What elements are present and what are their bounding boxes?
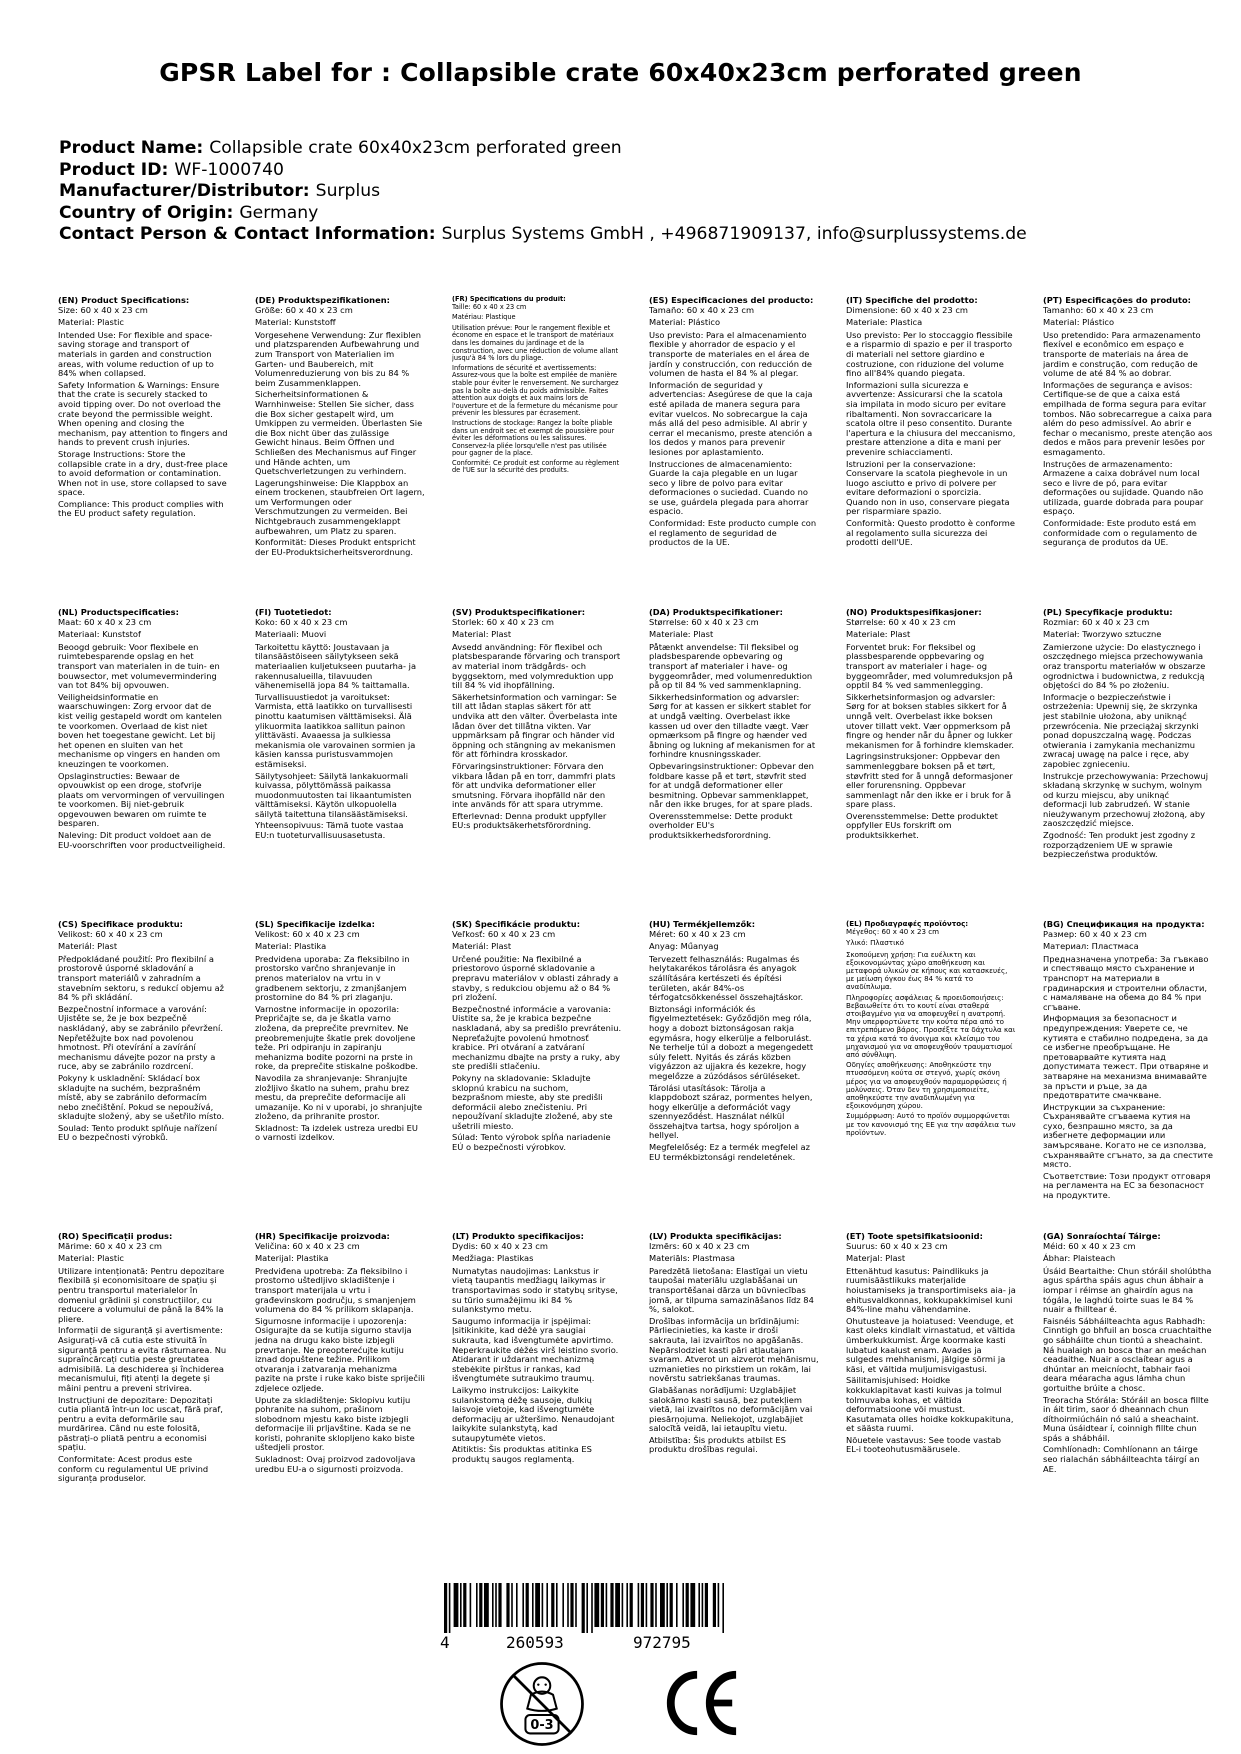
spec-paragraph: Instrucțiuni de depozitare: Depozitați cutia pliantă într-un loc uscat, fără praf, pentru a evita deformările sau murdărirea. Când nu este folosită, păstrați-o pliată pentru a economisi spațiu. — [58, 1394, 223, 1453]
spec-paragraph: Uso previsto: Per lo stoccaggio flessibile e a risparmio di spazio e per il trasporto di materiali nel settore giardino e costruzione, con riduzione del volume fino all'84% quando piegata. — [846, 329, 1013, 379]
spec-material: Material: Kunststoff — [255, 317, 336, 328]
barcode-bar — [655, 1583, 657, 1627]
spec-block — [58, 920, 228, 1232]
spec-paragraph: Инструкции за съхранение: Съхранявайте сгъваема кутия на сухо, безпрашно място, за да избегнете деформации или замърсяване. Когато не се използва, съхранявайте сгънато, за да спестите място. — [1043, 1101, 1213, 1170]
spec-paragraph: Safety Information & Warnings: Ensure that the crate is securely stacked to avoid tipping over. Do not overload the crate beyond the permissible weight. When opening and closing the mechanism, pay attention to fingers and hands to prevent crush injuries. — [58, 379, 228, 448]
spec-paragraph: Glabāšanas norādījumi: Uzglabājiet salokāmo kasti sausā, bez putekļiem vietā, lai izvairītos no deformācijām vai piesārņojuma. Neliekojot, uzglabājiet salocītā veidā, lai ietaupītu vietu. — [649, 1384, 813, 1434]
spec-heading: (LV) Produkta specifikācijas: — [649, 1232, 782, 1241]
spec-size: Maat: 60 x 40 x 23 cm — [58, 616, 152, 627]
spec-size: Velikost: 60 x 40 x 23 cm — [58, 928, 163, 939]
spec-heading: (ES) Especificaciones del producto: — [649, 296, 814, 305]
spec-paragraph: Megfelelőség: Ez a termék megfelel az EU termékbiztonsági rendeletének. — [649, 1142, 810, 1162]
barcode-bar — [492, 1583, 494, 1627]
spec-size: Rozmiar: 60 x 40 x 23 cm — [1043, 616, 1150, 627]
spec-size: Dydis: 60 x 40 x 23 cm — [452, 1240, 548, 1251]
spec-paragraph: Informations de sécurité et avertissements: Assurez-vous que la boîte est empilée de manière stable pour éviter le renversement. Ne surchargez pas la boîte au-delà du poids admissible. Faites attention aux doigts et aux mains lors de l'ouverture et de la fermeture du mécanisme pour prévenir les blessures par écrasement. — [452, 363, 619, 418]
spec-paragraph: Ettenähtud kasutus: Paindlikuks ja ruumisäästlikuks materjalide hoiustamiseks ja transportimiseks aia- ja ehitusvaldkonnas, kokkupakkimisel kuni 84%-line mahu vähendamine. — [846, 1265, 1016, 1315]
spec-size: Méret: 60 x 40 x 23 cm — [649, 928, 746, 939]
barcode-bars — [436, 1583, 736, 1633]
barcode-bar — [630, 1583, 633, 1627]
barcode-bar — [444, 1583, 447, 1633]
spec-paragraph: Zgodność: Ten produkt jest zgodny z rozporządzeniem UE w sprawie bezpieczeństwa produktów. — [1043, 830, 1196, 860]
spec-paragraph: Bezpečnostné informácie a varovania: Uistite sa, že je krabica bezpečne naskladaná, aby sa predišlo prevráteniu. Nepreťažujte povolenú hmotnosť krabice. Pri otváraní a zatváraní mechanizmu dbajte na prsty a ruky, aby ste predišli stlačeniu. — [452, 1003, 622, 1072]
barcode-bar — [470, 1583, 472, 1627]
spec-paragraph: Sikkerhetsinformasjon og advarsler: Sørg for at boksen stables sikkert for å unngå velt. Overbelast ikke boksen utover tillatt vekt. Vær oppmerksom på fingre og hender når du åpner og lukker mekanismen for å forhindre klemskader. — [846, 691, 1015, 750]
barcode-bar — [546, 1583, 548, 1627]
spec-block — [255, 608, 425, 920]
barcode-bar — [626, 1583, 628, 1627]
spec-row — [58, 920, 1213, 1232]
spec-paragraph: Informacje o bezpieczeństwie i ostrzeżenia: Upewnij się, że skrzynka jest stabilnie ułożona, aby uniknąć przewrócenia. Nie przeciążaj skrzynki ponad dopuszczalną wagę. Podczas otwierania i zamykania mechanizmu zwracaj uwagę na palce i ręce, aby zapobiec zgnieceniu. — [1043, 691, 1199, 769]
spec-material: Υλικό: Πλαστικό — [846, 938, 904, 948]
spec-heading: (NL) Productspecificaties: — [58, 608, 179, 617]
spec-paragraph: Πληροφορίες ασφάλειας & προειδοποιήσεις: Βεβαιωθείτε ότι το κουτί είναι σταθερά στοιβαγμένο για να αποφευχθεί η ανατροπή. Μην υπερφορτώνετε την κούτα πέρα από το επιτρεπόμενο βάρος. Προσέξτε τα δάχτυλα και τα χέρια κατά το άνοιγμα και κλείσιμο του μηχανισμού για να αποφευχθούν τραυματισμοί από σύνθλιψη. — [846, 992, 1016, 1060]
spec-paragraph: Sigurnosne informacije i upozorenja: Osigurajte da se kutija sigurno stavlja jedna na drugu kako biste izbjegli prevrtanje. Ne preopterećujte kutiju iznad dopuštene težine. Prilikom otvaranja i zatvaranja mehanizma pazite na prste i ruke kako biste spriječili zdjelece ozljede. — [255, 1315, 425, 1393]
barcode-bar — [556, 1583, 558, 1627]
spec-size: Storlek: 60 x 40 x 23 cm — [452, 616, 554, 627]
page-title: GPSR Label for : Collapsible crate 60x40x23cm perforated green — [159, 58, 1082, 87]
spec-block — [846, 920, 1016, 1232]
spec-heading: (GA) Sonraíochtaí Táirge: — [1043, 1232, 1161, 1241]
spec-paragraph: Úsáid Beartaithe: Chun stóráil sholúbtha agus spártha spáis agus chun ábhair a iompar i réimse an ghairdín agus na tógála, le laghdú toirte suas le 84 % nuair a fhilltear é. — [1043, 1265, 1212, 1315]
spec-size: Méid: 60 x 40 x 23 cm — [1043, 1240, 1136, 1251]
spec-paragraph: Conformità: Questo prodotto è conforme al regolamento sulla sicurezza dei prodotti dell'UE. — [846, 518, 1015, 548]
barcode-bar — [601, 1583, 604, 1627]
spec-paragraph: Οδηγίες αποθήκευσης: Αποθηκεύστε την πτυσσόμενη κούτα σε στεγνό, χωρίς σκόνη μέρος για να αποφευχθούν παραμορφώσεις ή μολύνσεις. Όταν δεν τη χρησιμοποιείτε, αποθηκεύστε την αναδιπλωμένη για εξοικονόμηση χώρου. — [846, 1060, 1007, 1111]
spec-paragraph: Upute za skladištenje: Sklopivu kutiju pohranite na suhom, prašinom slobodnom mjestu kako biste izbjegli deformacije ili prljavštine. Kada se ne koristi, pohranite sklopljeno kako biste uštedjeli prostor. — [255, 1394, 415, 1453]
spec-material: Materiał: Tworzywo sztuczne — [1043, 629, 1162, 640]
barcode-bar — [676, 1583, 678, 1627]
spec-heading: (SK) Špecifikácie produktu: — [452, 920, 581, 929]
barcode-bar — [463, 1583, 466, 1627]
spec-paragraph: Tervezett felhasználás: Rugalmas és helytakarékos tárolásra és anyagok szállítására kertészeti és építési területen, akár 84%-os térfogatcsökkenéssel összehajtáskor. — [649, 953, 804, 1003]
barcode-bar — [484, 1583, 489, 1627]
spec-heading: (PT) Especificações do produto: — [1043, 296, 1191, 305]
barcode-bar — [682, 1583, 684, 1627]
spec-paragraph: Storage Instructions: Store the collapsible crate in a dry, dust-free place to avoid deformation or contamination. When not in use, store collapsed to save space. — [58, 448, 228, 498]
barcode-bar — [542, 1583, 544, 1627]
spec-size: Veličina: 60 x 40 x 23 cm — [255, 1240, 360, 1251]
barcode-bar — [495, 1583, 497, 1627]
spec-paragraph: Bezpečnostní informace a varování: Ujistěte se, že je box bezpečně naskládaný, aby se zabránilo převržení. Nepřetěžujte box nad povolenou hmotnost. Při otevírání a zavírání mechanismu dávejte pozor na prsty a ruce, aby se zabránilo rozdrcení. — [58, 1003, 223, 1072]
spec-row — [58, 1232, 1212, 1544]
barcode-bar — [582, 1583, 585, 1633]
spec-block — [58, 608, 228, 920]
spec-paragraph: Pokyny na skladovanie: Skladujte sklopnú krabicu na suchom, bezprašnom mieste, aby ste predišli deformácii alebo znečisteniu. Pri nepoužívaní skladujte zložené, aby ste ušetrili miesto. — [452, 1072, 613, 1131]
spec-heading: (NO) Produktspesifikasjoner: — [846, 608, 982, 617]
spec-paragraph: Efterlevnad: Denna produkt uppfyller EU:s produktsäkerhetsförordning. — [452, 810, 607, 831]
spec-block — [255, 1232, 425, 1544]
spec-heading: (LT) Produkto specifikacijos: — [452, 1232, 584, 1241]
spec-paragraph: Soulad: Tento produkt splňuje nařízení EU o bezpečnosti výrobků. — [58, 1122, 218, 1143]
spec-paragraph: Intended Use: For flexible and space-saving storage and transport of materials in garden and construction areas, with volume reduction of up to 84% when collapsed. — [58, 329, 214, 379]
spec-row — [58, 296, 1213, 608]
spec-heading: (BG) Спецификация на продукта: — [1043, 920, 1205, 929]
spec-heading: (SL) Specifikacije izdelka: — [255, 920, 375, 929]
barcode-bar — [698, 1583, 700, 1627]
spec-material: Materiale: Plast — [846, 629, 911, 640]
barcode-bar — [646, 1583, 648, 1627]
spec-paragraph: Veiligheidsinformatie en waarschuwingen: Zorg ervoor dat de kist veilig gestapeld wordt om kantelen te voorkomen. Overlaad de kist niet boven het toegestane gewicht. Let bij het openen en sluiten van het mechanisme op vingers en handen om kneuzingen te voorkomen. — [58, 691, 222, 769]
spec-size: Koko: 60 x 40 x 23 cm — [255, 616, 348, 627]
contact: Surplus Systems GmbH , +496871909137, info@surplussystems.de — [441, 224, 1027, 244]
spec-material: Materiale: Plastica — [846, 317, 923, 328]
manufacturer-label: Manufacturer/Distributor: — [59, 181, 310, 201]
origin: Germany — [239, 202, 319, 223]
spec-material: Matériau: Plastique — [452, 313, 516, 322]
spec-paragraph: Utilizare intenționată: Pentru depozitare flexibilă și economisitoare de spațiu și pentru transportul materialelor în domeniul grădinii și construcțiilor, cu reducere a volumului de până la 84% la pliere. — [58, 1265, 225, 1324]
age-0-3-warning-icon — [496, 1658, 588, 1750]
spec-size: Veľkosť: 60 x 40 x 23 cm — [452, 928, 556, 939]
barcode-bar — [690, 1583, 695, 1627]
barcode-bar — [722, 1583, 724, 1633]
spec-block — [846, 296, 1016, 608]
spec-paragraph: Faisnéis Sábháilteachta agus Rabhadh: Cinntigh go bhfuil an bosca cruachtaithe go sábháilte chun tiontú a sheachaint. Ná hualaigh an bosca thar an meáchan ceadaithe. Nuair a osclaítear agus a dhúntar an meicníocht, tabhair faoi deara méaracha agus lámha chun gortuithe brúite a chosc. — [1043, 1315, 1212, 1393]
barcode-bar — [686, 1583, 689, 1627]
spec-paragraph: Comhlíonadh: Comhlíonann an táirge seo rialachán sábháilteachta táirgí an AE. — [1043, 1444, 1200, 1474]
spec-paragraph: Zamierzone użycie: Do elastycznego i oszczędnego miejsca przechowywania oraz transportu materiałów w obszarze ogrodnictwa i budownictwa, z redukcją objętości do 84 % po złożeniu. — [1043, 641, 1206, 691]
spec-material: Material: Plástico — [1043, 317, 1115, 328]
spec-block — [58, 296, 228, 608]
barcode-digits-right: 972795 — [633, 1633, 691, 1652]
spec-paragraph: Sicherheitsinformationen & Warnhinweise: Stellen Sie sicher, dass die Box sicher gestapelt wird, um Umkippen zu vermeiden. Überlasten Sie die Box nicht über das zulässige Gewicht hinaus. Beim Öffnen und Schließen des Mechanismus auf Finger und Hände achten, um Quetschverletzungen zu verhindern. — [255, 389, 423, 477]
spec-paragraph: Informații de siguranță și avertismente: Asigurați-vă că cutia este stivuită în siguranță pentru a evita răsturnarea. Nu supraîncărcați cutia peste greutatea admisibilă. La deschiderea și închiderea mecanismului, fiți atenți la degete și mâini pentru a preveni strivirea. — [58, 1325, 227, 1393]
spec-paragraph: Предназначена употреба: За гъвкаво и спестяващо място съхранение и транспорт на материали в градинарския и строителни области, с намаляване на обема до 84 % при сгъване. — [1043, 953, 1209, 1012]
barcode-bar — [670, 1583, 673, 1627]
spec-material: Materiál: Plast — [58, 941, 118, 952]
spec-material: Material: Plastika — [255, 941, 327, 952]
spec-heading: (CS) Specifikace produktu: — [58, 920, 183, 929]
spec-material: Ábhar: Plaisteach — [1043, 1253, 1116, 1264]
spec-size: Размер: 60 x 40 x 23 cm — [1043, 928, 1147, 939]
spec-paragraph: Συμμόρφωση: Αυτό το προϊόν συμμορφώνεται με τον κανονισμό της ΕΕ για την ασφάλεια των προϊόντων. — [846, 1111, 1016, 1137]
spec-paragraph: Conformitate: Acest produs este conform cu regulamentul UE privind siguranța produselor. — [58, 1454, 209, 1484]
barcode-bar — [606, 1583, 608, 1627]
spec-material: Materiāls: Plastmasa — [649, 1253, 736, 1264]
spec-paragraph: Utilisation prévue: Pour le rangement flexible et économe en espace et le transport de matériaux dans les domaines du jardinage et de la construction, avec une réduction de volume allant jusqu'à 84 % lors du pliage. — [452, 323, 619, 363]
spec-paragraph: Instructions de stockage: Rangez la boîte pliable dans un endroit sec et exempt de poussière pour éviter les déformations ou les salissures. Conservez-la pliée lorsqu'elle n'est pas utilisée pour gagner de la place. — [452, 418, 615, 458]
origin-row — [59, 203, 1027, 225]
spec-block — [1043, 296, 1213, 608]
spec-paragraph: Informações de segurança e avisos: Certifique-se de que a caixa está empilhada de forma segura para evitar tombos. Não sobrecarregue a caixa para além do peso admissível. Ao abrir e fechar o mecanismo, preste atenção aos dedos e mãos para prevenir lesões por esmagamento. — [1043, 379, 1213, 457]
spec-paragraph: Navodila za shranjevanje: Shranjujte zložljivo škatlo na suhem, prahu brez mestu, da preprečite deformacije ali umazanije. Ko ni v uporabi, jo shranjujte zloženo, da prihranite prostor. — [255, 1072, 423, 1122]
product-id-label: Product ID: — [59, 159, 169, 180]
spec-material: Materiál: Plast — [452, 941, 512, 952]
barcode-bar — [506, 1583, 509, 1627]
spec-paragraph: Informazioni sulla sicurezza e avvertenze: Assicurarsi che la scatola sia impilata in modo sicuro per evitare ribaltamenti. Non sovraccaricare la scatola oltre il peso consentito. Durante l'apertura e la chiusura del meccanismo, prestare attenzione a dita e mani per prevenire schiacciamenti. — [846, 379, 1016, 457]
product-name-row — [59, 138, 1027, 160]
manufacturer-row — [59, 181, 1027, 203]
spec-paragraph: Atbilstība: Šis produkts atbilst ES produktu drošības regulai. — [649, 1434, 786, 1455]
barcode-bar — [551, 1583, 554, 1627]
spec-paragraph: Předpokládané použití: Pro flexibilní a prostorově úsporné skladování a transport materiálů v zahradním a stavebním sektoru, s redukcí objemu až 84 % při skládání. — [58, 953, 225, 1003]
barcode-bar — [479, 1583, 482, 1627]
spec-size: Dimensione: 60 x 40 x 23 cm — [846, 304, 968, 315]
spec-paragraph: Sikkerhedsinformation og advarsler: Sørg for at kassen er sikkert stablet for at undgå vælting. Overbelast ikke kassen ud over den tilladte vægt. Vær opmærksom på fingre og hænder ved åbning og lukning af mekanismen for at forhindre knusningsskader. — [649, 691, 816, 760]
barcode-bar — [476, 1583, 478, 1627]
spec-paragraph: Vorgesehene Verwendung: Zur flexiblen und platzsparenden Aufbewahrung und zum Transport von Materialien im Garten- und Baubereich, mit Volumenreduzierung von bis zu 84 % beim Zusammenklappen. — [255, 329, 422, 388]
spec-paragraph: Ohutusteave ja hoiatused: Veenduge, et kast oleks kindlalt virnastatud, et vältida ümberkukkumist. Ärge koormake kasti lubatud kaalust enam. Avades ja sulgedes mehhanismi, jälgige sõrmi ja käsi, et vältida muljumisvigastusi. — [846, 1315, 1016, 1374]
spec-paragraph: Compliance: This product complies with the EU product safety regulation. — [58, 498, 224, 519]
spec-paragraph: Säilitamisjuhised: Hoidke kokkuklapitavat kasti kuivas ja tolmul tolmuvaba kohas, et vältida deformatsioone või mustust. Kasutamata olles hoidke kokkupakituna, et säästa ruumi. — [846, 1375, 1014, 1434]
spec-paragraph: Varnostne informacije in opozorila: Prepričajte se, da je škatla varno zložena, da preprečite prevrnitev. Ne preobremenjujte škatle prek dovoljene teže. Pri odpiranju in zapiranju mehanizma bodite pozorni na prste in roke, da preprečite stiskalne poškodbe. — [255, 1003, 419, 1072]
spec-paragraph: Förvaringsinstruktioner: Förvara den vikbara lådan på en torr, dammfri plats för att undvika deformationer eller smutsning. Förvara ihopfälld när den inte används för att spara utrymme. — [452, 760, 616, 810]
spec-paragraph: Naleving: Dit product voldoet aan de EU-voorschriften voor productveiligheid. — [58, 830, 226, 850]
barcode-bar — [615, 1583, 620, 1627]
spec-material: Материал: Пластмаса — [1043, 941, 1139, 952]
spec-paragraph: Laikymo instrukcijos: Laikykite sulankstomą dėžę sausoje, dulkių laisvoje vietoje, kad išvengtumėte deformacijų ar užteršimo. Nenaudojant laikykite sulankstytą, kad sutaupytumėte vietos. — [452, 1384, 615, 1443]
spec-size: Size: 60 x 40 x 23 cm — [58, 304, 148, 315]
spec-paragraph: Sukladnost: Ovaj proizvod zadovoljava uredbu EU-a o sigurnosti proizvoda. — [255, 1454, 416, 1474]
spec-heading: (FR) Spécifications du produit: — [452, 296, 566, 303]
barcode-bar — [622, 1583, 624, 1627]
spec-paragraph: Información de seguridad y advertencias: Asegúrese de que la caja esté apilada de manera segura para evitar vuelcos. No sobrecargue la caja más allá del peso admisible. Al abrir y cerrar el mecanismo, preste atención a los dedos y manos para prevenir lesiones por aplastamiento. — [649, 379, 813, 457]
product-name-label: Product Name: — [59, 138, 204, 158]
barcode-bar — [511, 1583, 513, 1627]
product-info — [59, 138, 1027, 246]
spec-heading: (DA) Produktspecifikationer: — [649, 608, 783, 617]
spec-paragraph: Istruzioni per la conservazione: Conservare la scatola pieghevole in un luogo asciutto e privo di polvere per evitare deformazioni o sporcizia. Quando non in uso, conservare piegata per risparmiare spazio. — [846, 458, 1010, 517]
barcode-bar — [570, 1583, 573, 1627]
spec-paragraph: Treoracha Stórála: Stóráil an bosca fillte in áit tirim, saor ó dheannach chun díthoirmiúcháin nó salú a sheachaint. Muna úsáidtear í, coinnigh fillte chun spás a shábháil. — [1043, 1394, 1209, 1443]
barcode-bar — [454, 1583, 459, 1627]
spec-block — [452, 920, 622, 1232]
spec-paragraph: Conformité: Ce produit est conforme au règlement de l'UE sur la sécurité des produits. — [452, 458, 620, 475]
barcode-bar — [666, 1583, 668, 1627]
spec-size: Taille: 60 x 40 x 23 cm — [452, 302, 527, 311]
spec-paragraph: Biztonsági információk és figyelmeztetések: Győződjön meg róla, hogy a dobozt biztonságosan rakja egymásra, hogy elkerülje a felborulást. Ne terhelje túl a dobozt a megengedett súly felett. Nyitás és zárás közben vigyázzon az ujjakra és kezekre, hogy megelőzze a zúzódásos sérüléseket. — [649, 1003, 814, 1081]
barcode-bar — [575, 1583, 577, 1627]
barcode-bar — [498, 1583, 501, 1627]
barcode-bar — [460, 1583, 462, 1627]
spec-size: Størrelse: 60 x 40 x 23 cm — [649, 616, 759, 627]
barcode-bar — [567, 1583, 569, 1627]
spec-paragraph: Conformidad: Este producto cumple con el reglamento de seguridad de productos de la UE. — [649, 518, 817, 548]
spec-material: Medžiaga: Plastikas — [452, 1253, 534, 1264]
spec-paragraph: Lagringsinstruksjoner: Oppbevar den sammenleggbare boksen på et tørt, støvfritt sted for å unngå deformasjoner eller forurensning. Oppbevar sammenlagt når den ikke er i bruk for å spare plass. — [846, 751, 1013, 810]
spec-block — [452, 296, 622, 608]
spec-material: Materiaali: Muovi — [255, 629, 327, 640]
spec-paragraph: Opbevaringsinstruktioner: Opbevar den foldbare kasse på et tørt, støvfrit sted for at undgå deformationer eller besmitning. Opbevar sammenklappet, når den ikke bruges, for at spare plads. — [649, 760, 814, 810]
spec-size: Izmērs: 60 x 40 x 23 cm — [649, 1240, 750, 1251]
ce-mark-icon — [662, 1660, 740, 1746]
spec-paragraph: Pokyny k uskladnění: Skládací box skladujte na suchém, bezprašném místě, aby se zabránilo deformacím nebo znečištění. Pokud se nepoužívá, skladujte složený, aby se ušetřilo místo. — [58, 1072, 225, 1122]
spec-paragraph: Určené použitie: Na flexibilné a priestorovo úsporné skladovanie a prepravu materiálov v oblasti záhrady a stavby, s redukciou objemu až o 84 % pri zložení. — [452, 953, 619, 1003]
spec-size: Størrelse: 60 x 40 x 23 cm — [846, 616, 956, 627]
barcode-bar — [526, 1583, 529, 1627]
spec-heading: (DE) Produktspezifikationen: — [255, 296, 390, 305]
spec-paragraph: Numatytas naudojimas: Lankstus ir vietą taupantis medžiagų laikymas ir transportavimas sodo ir statybų srityse, su tūrio sumažėjimu iki 84 % sulankstymo metu. — [452, 1265, 618, 1315]
barcode-digits-left: 260593 — [506, 1633, 564, 1652]
spec-block — [846, 1232, 1016, 1544]
spec-paragraph: Beoogd gebruik: Voor flexibele en ruimtebesparende opslag en het transport van materialen in de tuin- en bouwsector, met volumevermindering van tot 84% bij opvouwen. — [58, 641, 220, 691]
spec-block — [649, 920, 819, 1232]
spec-size: Suurus: 60 x 40 x 23 cm — [846, 1240, 948, 1251]
barcode-bar — [718, 1583, 720, 1627]
spec-size: Tamanho: 60 x 40 x 23 cm — [1043, 304, 1154, 315]
spec-material: Material: Plastic — [58, 1253, 124, 1264]
spec-heading: (EN) Product Specifications: — [58, 296, 190, 305]
spec-heading: (EL) Προδιαγραφές προϊόντος: — [846, 920, 969, 928]
spec-paragraph: Overensstemmelse: Dette produkt overholder EU's produktsikkerhedsforordning. — [649, 810, 793, 841]
spec-paragraph: Forventet bruk: For fleksibel og plassbesparende oppbevaring og transport av materialer i hage- og byggeområder, med volumreduksjon på opptil 84 % ved sammenlegging. — [846, 641, 1013, 691]
spec-material: Materiaal: Kunststof — [58, 629, 141, 640]
spec-block — [58, 1232, 228, 1544]
contact-label: Contact Person & Contact Information: — [59, 224, 436, 244]
spec-paragraph: Avsedd användning: För flexibel och platsbesparande förvaring och transport av material inom trädgårds- och byggsektorn, med volymreduktion upp till 84 % vid ihopfällning. — [452, 641, 621, 691]
svg-text:0-3: 0-3 — [530, 1717, 554, 1733]
specifications-grid — [58, 296, 1213, 1544]
barcode-bar — [586, 1583, 588, 1633]
spec-heading: (HU) Termékjellemzők: — [649, 920, 756, 929]
barcode-bar — [591, 1583, 593, 1633]
barcode-bar — [522, 1583, 524, 1627]
spec-material: Materjal: Plast — [846, 1253, 906, 1264]
spec-block — [255, 920, 425, 1232]
barcode-bar — [650, 1583, 653, 1627]
spec-block — [649, 608, 819, 920]
spec-paragraph: Съответствие: Този продукт отговаря на регламента на ЕС за безопасност на продуктите. — [1043, 1170, 1211, 1201]
barcode-bar — [705, 1583, 708, 1627]
spec-material: Material: Plastic — [58, 317, 124, 328]
spec-paragraph: Uso previsto: Para el almacenamiento flexible y ahorrador de espacio y el transporte de materiales en el área de jardín y construcción, con reducción de volumen de hasta el 84 % al plegar. — [649, 329, 813, 379]
origin-label: Country of Origin: — [59, 202, 234, 223]
spec-paragraph: Информация за безопасност и предупреждения: Уверете се, че кутията е стабилно подредена, за да се избегне преобръщане. Не претоварвайте кутията над допустимата тежест. При отваряне и затваряне на механизма внимавайте за пръсти и ръце, за да предотвратите смачкване. — [1043, 1013, 1209, 1101]
spec-heading: (IT) Specifiche del prodotto: — [846, 296, 978, 305]
barcode-digit-prefix: 4 — [440, 1633, 450, 1652]
barcode-bar — [535, 1583, 540, 1627]
spec-paragraph: Påtænkt anvendelse: Til fleksibel og pladsbesparende opbevaring og transport af materialer i have- og byggeområder, med volumenreduktion på op til 84 % ved sammenklapning. — [649, 641, 813, 691]
barcode-bar — [594, 1583, 599, 1627]
spec-paragraph: Saugumo informacija ir įspėjimai: Įsitikinkite, kad dėžė yra saugiai sukrauta, kad išvengtumėte apvirtimo. Neperkraukite dėžės virš leistino svorio. Atidarant ir uždarant mechanizmą stebėkite pirštus ir rankas, kad išvengtumėte sutraukimo traumų. — [452, 1315, 619, 1384]
spec-paragraph: Nõuetele vastavus: See toode vastab EL-i tooteohutusmäärusele. — [846, 1434, 1002, 1455]
spec-block — [1043, 608, 1213, 920]
spec-paragraph: Lagerungshinweise: Die Klappbox an einem trockenen, staubfreien Ort lagern, um Verformungen oder Verschmutzungen zu vermeiden. Bei Nichtgebrauch zusammengeklappt aufbewahren, um Platz zu sparen. — [255, 477, 425, 536]
spec-row — [58, 608, 1209, 920]
spec-heading: (FI) Tuotetiedot: — [255, 608, 332, 617]
spec-size: Tamaño: 60 x 40 x 23 cm — [649, 304, 755, 315]
spec-paragraph: Instruções de armazenamento: Armazene a caixa dobrável num local seco e livre de pó, para evitar deformações ou sujidade. Quando não utilizada, guarde dobrada para poupar espaço. — [1043, 458, 1204, 517]
spec-paragraph: Drošības informācija un brīdinājumi: Pārliecinieties, ka kaste ir droši sakrauta, lai izvairītos no apgāšanās. Nepārslodziet kasti pāri atļautajam svaram. Atverot un aizverot mehānismu, uzmanieties no pirkstiem un rokām, lai novērstu satriekšanas traumas. — [649, 1315, 819, 1384]
product-id-row — [59, 160, 1027, 182]
spec-material: Materiale: Plast — [649, 629, 714, 640]
spec-paragraph: Conformidade: Este produto está em conformidade com o regulamento de segurança de produtos da UE. — [1043, 518, 1198, 548]
spec-paragraph: Yhteensopivuus: Tämä tuote vastaa EU:n tuoteturvallisuusasetusta. — [255, 820, 404, 841]
barcode-bar — [638, 1583, 640, 1627]
barcode-bar — [516, 1583, 518, 1627]
spec-block — [452, 1232, 622, 1544]
barcode-bar — [610, 1583, 613, 1627]
spec-material: Materijal: Plastika — [255, 1253, 329, 1264]
spec-block — [1043, 1232, 1213, 1544]
spec-block — [649, 296, 819, 608]
barcode-bar — [713, 1583, 716, 1627]
spec-heading: (HR) Specifikacije proizvoda: — [255, 1232, 390, 1241]
spec-material: Anyag: Műanyag — [649, 941, 719, 952]
spec-block — [846, 608, 1016, 920]
spec-paragraph: Opslaginstructies: Bewaar de opvouwkist op een droge, stofvrije plaats om vervormingen of vervuilingen te voorkomen. Bij niet-gebruik opgevouwen bewaren om ruimte te besparen. — [58, 770, 225, 829]
spec-heading: (ET) Toote spetsifikatsioonid: — [846, 1232, 983, 1241]
product-name: Collapsible crate 60x40x23cm perforated green — [209, 138, 622, 158]
spec-size: Größe: 60 x 40 x 23 cm — [255, 304, 353, 315]
spec-paragraph: Predviđena upotreba: Za fleksibilno i prostorno uštedljivo skladištenje i transport materijala u vrtu i građevinskom području, s smanjenjem volumena do 84 % prilikom sklapanja. — [255, 1265, 416, 1315]
spec-block — [1043, 920, 1213, 1232]
spec-paragraph: Uso pretendido: Para armazenamento flexível e econômico em espaço e transporte de materiais na área de jardim e construção, com redução de volume de até 84 % ao dobrar. — [1043, 329, 1201, 379]
spec-size: Μέγεθος: 60 x 40 x 23 cm — [846, 927, 940, 937]
spec-material: Material: Plast — [452, 629, 512, 640]
spec-paragraph: Predvidena uporaba: Za fleksibilno in prostorsko varčno shranjevanje in prenos materialov na vrtu in v gradbenem sektorju, z zmanjšanjem prostornine do 84 % pri zlaganju. — [255, 953, 410, 1003]
barcode-bar — [562, 1583, 564, 1627]
barcode-bar — [660, 1583, 665, 1627]
spec-block — [452, 608, 622, 920]
product-id: WF-1000740 — [174, 159, 284, 180]
spec-paragraph: Skladnost: Ta izdelek ustreza uredbi EU o varnosti izdelkov. — [255, 1122, 418, 1143]
spec-heading: (RO) Specificații produs: — [58, 1232, 173, 1241]
spec-size: Velikost: 60 x 40 x 23 cm — [255, 928, 360, 939]
spec-block — [649, 1232, 819, 1544]
spec-paragraph: Konformität: Dieses Produkt entspricht der EU-Produktsicherheitsverordnung. — [255, 537, 416, 557]
spec-paragraph: Overensstemmelse: Dette produktet oppfyller EUs forskrift om produktsikkerhet. — [846, 810, 998, 841]
contact-row — [59, 224, 1027, 246]
spec-paragraph: Instrukcje przechowywania: Przechowuj składaną skrzynkę w suchym, wolnym od kurzu miejscu, aby uniknąć deformacji lub zabrudzeń. W stanie nieużywanym przechowuj złożoną, aby zaoszczędzić miejsce. — [1043, 770, 1209, 829]
spec-block — [255, 296, 425, 608]
spec-paragraph: Säkerhetsinformation och varningar: Se till att lådan staplas säkert för att undvika att den välter. Överbelasta inte lådan över det tillåtna vikten. Var uppmärksam på fingrar och händer vid öppning och stängning av mekanismen för att förhindra krosskador. — [452, 691, 618, 760]
spec-paragraph: Súlad: Tento výrobok spĺňa nariadenie EÚ o bezpečnosti výrobkov. — [452, 1132, 611, 1153]
spec-paragraph: Atitiktis: Šis produktas atitinka ES produktų saugos reglamentą. — [452, 1444, 592, 1465]
spec-paragraph: Säilytysohjeet: Säilytä lankakuormali kuivassa, pölyttömässä paikassa muodonmuutosten tai likaantumisten välttämiseksi. Käytön ulkopuolella säilytä taitettuna tilansäästämiseksi. — [255, 770, 412, 819]
spec-paragraph: Σκοπούμενη χρήση: Για ευέλικτη και εξοικονομώντας χώρο αποθήκευση και μεταφορά υλικών σε κήπους και κατασκευές, με μείωση όγκου έως 84 % κατά το αναδίπλωμα. — [846, 949, 1008, 992]
spec-heading: (PL) Specyfikacje produktu: — [1043, 608, 1173, 617]
spec-heading: (SV) Produktspecifikationer: — [452, 608, 586, 617]
spec-paragraph: Tarkoitettu käyttö: Joustavaan ja tilansäästöiseen säilytykseen sekä materiaalien kuljetukseen puutarha- ja rakennusalueilla, tilavuuden vähenemisellä jopa 84 % taittamalla. — [255, 641, 417, 691]
manufacturer: Surplus — [315, 181, 381, 201]
spec-paragraph: Instrucciones de almacenamiento: Guarde la caja plegable en un lugar seco y libre de polvo para evitar deformaciones o suciedad. Cuando no se use, guárdela plegada para ahorrar espacio. — [649, 458, 809, 517]
barcode-bar — [532, 1583, 534, 1627]
barcode-bar — [641, 1583, 644, 1627]
spec-paragraph: Tárolási utasítások: Tárolja a klappdobozt száraz, pormentes helyen, hogy elkerülje a deformációt vagy szennyeződést. Használat nélkül összehajtva tartsa, hogy spóroljon a hellyel. — [649, 1082, 813, 1141]
spec-paragraph: Turvallisuustiedot ja varoitukset: Varmista, että laatikko on turvallisesti pinottu kaatumisen välttämiseksi. Älä ylikuormita laatikkoa sallitun painon ylittävästi. Avaaessa ja sulkiessa mekanismia ole varovainen sormien ja käsien kanssa puristusvammojen estämiseksi. — [255, 691, 416, 769]
spec-paragraph: Paredzētā lietošana: Elastīgai un vietu taupošai materiālu uzglabāšanai un transportēšanai dārza un būvniecības jomā, ar tilpuma samazināšanos līdz 84 %, salokot. — [649, 1265, 814, 1315]
barcode-bar — [702, 1583, 704, 1627]
spec-material: Material: Plástico — [649, 317, 721, 328]
spec-size: Mărime: 60 x 40 x 23 cm — [58, 1240, 162, 1251]
barcode-bar — [449, 1583, 451, 1633]
